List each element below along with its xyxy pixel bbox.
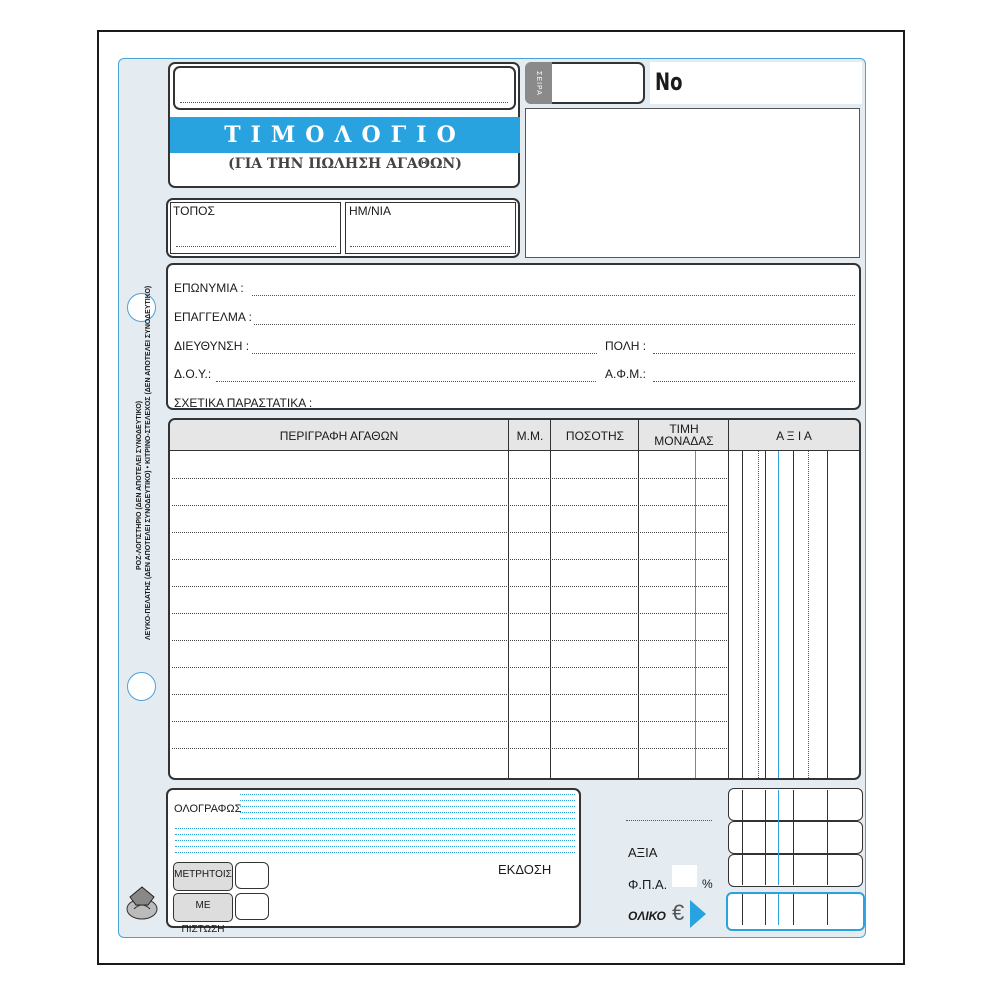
amount-in-words-field[interactable] — [240, 800, 575, 830]
issue-label: ΕΚΔΟΣΗ — [498, 862, 552, 877]
table-row[interactable] — [172, 613, 727, 614]
percent-sign: % — [702, 877, 713, 891]
address-label: ΔΙΕΥΘΥΝΣΗ : — [174, 339, 250, 353]
profession-label: ΕΠΑΓΓΕΛΜΑ : — [174, 310, 252, 324]
series-tab — [525, 62, 552, 104]
credit-checkbox[interactable] — [235, 893, 269, 920]
customer-block — [166, 263, 861, 410]
table-row[interactable] — [172, 478, 727, 479]
vat-label: Φ.Π.Α. — [628, 877, 668, 892]
vat-number-label: Α.Φ.Μ.: — [605, 367, 646, 381]
city-label: ΠΟΛΗ : — [605, 339, 647, 353]
table-row[interactable] — [172, 559, 727, 560]
value-total-box[interactable] — [728, 821, 863, 854]
col-unit: Μ.Μ. — [516, 429, 544, 443]
issuer-stamp-area[interactable] — [525, 108, 860, 258]
col-unit-price-line2: ΜΟΝΑΔΑΣ — [654, 434, 714, 448]
table-row[interactable] — [172, 748, 727, 749]
currency-symbol: € — [672, 900, 685, 925]
grand-total-box[interactable] — [726, 892, 865, 931]
series-label: ΣΕΙΡΑ — [534, 70, 542, 96]
address-field[interactable] — [252, 353, 597, 354]
table-row[interactable] — [172, 694, 727, 695]
place-label: ΤΟΠΟΣ — [173, 204, 215, 218]
arrow-right-icon — [690, 900, 706, 928]
invoice-subtitle: (ΓΙΑ ΤΗΝ ΠΩΛΗΣΗ ΑΓΑΘΩΝ) — [228, 156, 462, 172]
col-value: Α Ξ Ι Α — [776, 429, 812, 443]
date-label: ΗΜ/ΝΙΑ — [349, 204, 391, 218]
table-row[interactable] — [172, 532, 727, 533]
table-row[interactable] — [172, 586, 727, 587]
vat-percent-field[interactable] — [672, 865, 697, 887]
number-label: No — [655, 68, 683, 96]
col-description: ΠΕΡΙΓΡΑΦΗ ΑΓΑΘΩΝ — [279, 429, 399, 443]
table-row[interactable] — [172, 640, 727, 641]
side-note-line2: ΛΕΥΚΟ-ΠΕΛΑΤΗΣ (ΔΕΝ ΑΠΟΤΕΛΕΙ ΣΥΝΟΔΕΥΤΙΚΟ) • ΚΙΤΡΙΝΟ-ΣΤΕΛΕΧΟΣ (ΔΕΝ ΑΠΟΤΕΛΕΙ ΣΥΝΟΔΕΥΤΙΚΟ) — [145, 285, 152, 640]
col-quantity: ΠΟΣΟΤΗΣ — [565, 429, 625, 443]
name-label: ΕΠΩΝΥΜΙΑ : — [174, 281, 244, 295]
credit-label: ΜΕ ΠΙΣΤΩΣΗ — [173, 893, 233, 922]
vat-amount-box[interactable] — [728, 854, 863, 887]
cash-label: ΜΕΤΡΗΤΟΙΣ — [173, 862, 233, 891]
profession-field[interactable] — [254, 324, 855, 325]
side-note-line1: ΡΟΖ-ΛΟΓΙΣΤΗΡΙΟ (ΔΕΝ ΑΠΟΤΕΛΕΙ ΣΥΝΟΔΕΥΤΙΚΟ) — [136, 400, 143, 570]
related-docs-label: ΣΧΕΤΙΚΑ ΠΑΡΑΣΤΑΤΙΚΑ : — [174, 396, 313, 410]
city-field[interactable] — [653, 353, 855, 354]
col-unit-price-line1: ΤΙΜΗ — [669, 422, 699, 436]
cash-checkbox[interactable] — [235, 862, 269, 889]
invoice-title: ΤΙΜΟΛΟΓΙΟ — [170, 117, 520, 153]
vat-number-field[interactable] — [653, 381, 855, 382]
subtotal-box[interactable] — [728, 788, 863, 821]
tax-office-field[interactable] — [216, 381, 596, 382]
table-row[interactable] — [172, 667, 727, 668]
table-row[interactable] — [172, 505, 727, 506]
total-label: ΟΛΙΚΟ — [628, 909, 666, 923]
binder-hole-bottom — [127, 672, 156, 701]
tax-office-label: Δ.Ο.Υ.: — [174, 367, 212, 381]
publisher-logo-icon — [124, 883, 160, 923]
in-words-label: ΟΛΟΓΡΑΦΩΣ — [174, 803, 242, 815]
table-row[interactable] — [172, 721, 727, 722]
name-field[interactable] — [252, 295, 855, 296]
value-label: ΑΞΙΑ — [628, 845, 658, 860]
top-blank-field[interactable] — [173, 66, 516, 110]
col-unit-price — [639, 423, 729, 447]
